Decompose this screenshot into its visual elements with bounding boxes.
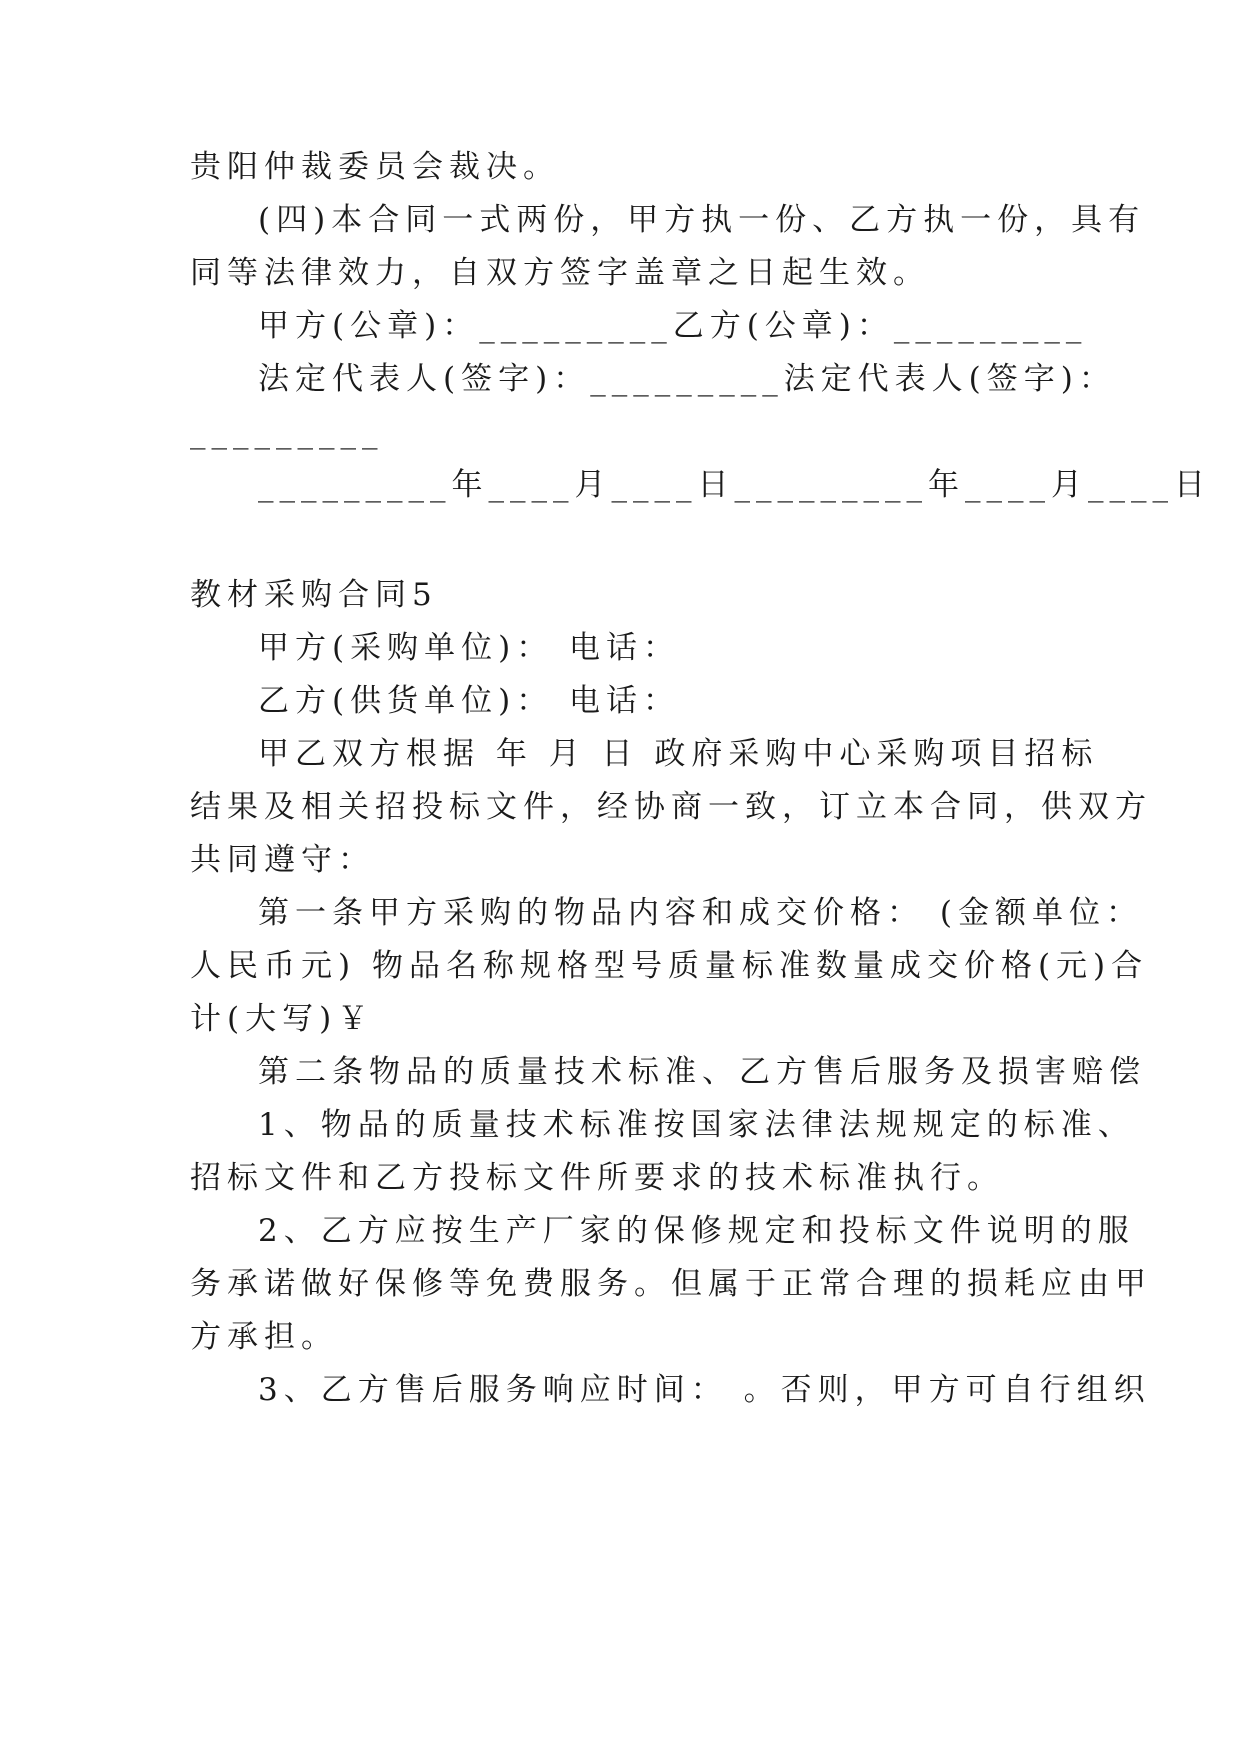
text-line: 方承担。 (190, 1319, 338, 1355)
text-line: 第二条物品的质量技术标准、乙方售后服务及损害赔偿 (258, 1054, 1146, 1090)
text-line: 乙方(供货单位)： 电话： (258, 683, 681, 719)
text-line: 同等法律效力，自双方签字盖章之日起生效。 (190, 255, 930, 291)
text-line: 1、物品的质量技术标准按国家法律法规规定的标准、 (258, 1107, 1135, 1143)
text-line: 招标文件和乙方投标文件所要求的技术标准执行。 (190, 1160, 1004, 1196)
text-line: 人民币元) 物品名称规格型号质量标准数量成交价格(元)合 (190, 948, 1149, 984)
text-line: 计(大写)￥ (190, 1001, 375, 1037)
signature-line: 甲方(公章)：_________乙方(公章)：_________ (258, 308, 1088, 344)
text-line: 2、乙方应按生产厂家的保修规定和投标文件说明的服 (258, 1213, 1135, 1249)
date-line: _________年____月____日_________年____月____日 (258, 467, 1211, 503)
text-line: 甲方(采购单位)： 电话： (258, 630, 681, 666)
signature-line: 法定代表人(签字)：_________法定代表人(签字)： (258, 361, 1116, 397)
text-line: 第一条甲方采购的物品内容和成交价格： (金额单位： (258, 895, 1143, 931)
text-line: 结果及相关招投标文件，经协商一致，订立本合同，供双方 (190, 789, 1152, 825)
text-line: 贵阳仲裁委员会裁决。 (190, 149, 560, 185)
text-line: 3、乙方售后服务响应时间： 。否则，甲方可自行组织 (258, 1372, 1151, 1408)
text-line: 共同遵守： (190, 842, 375, 878)
text-line: 甲乙双方根据 年 月 日 政府采购中心采购项目招标 (258, 736, 1099, 772)
signature-line: _________ (190, 414, 384, 450)
text-line: (四)本合同一式两份，甲方执一份、乙方执一份，具有 (258, 202, 1146, 238)
section-title: 教材采购合同5 (190, 577, 438, 613)
text-line: 务承诺做好保修等免费服务。但属于正常合理的损耗应由甲 (190, 1266, 1152, 1302)
